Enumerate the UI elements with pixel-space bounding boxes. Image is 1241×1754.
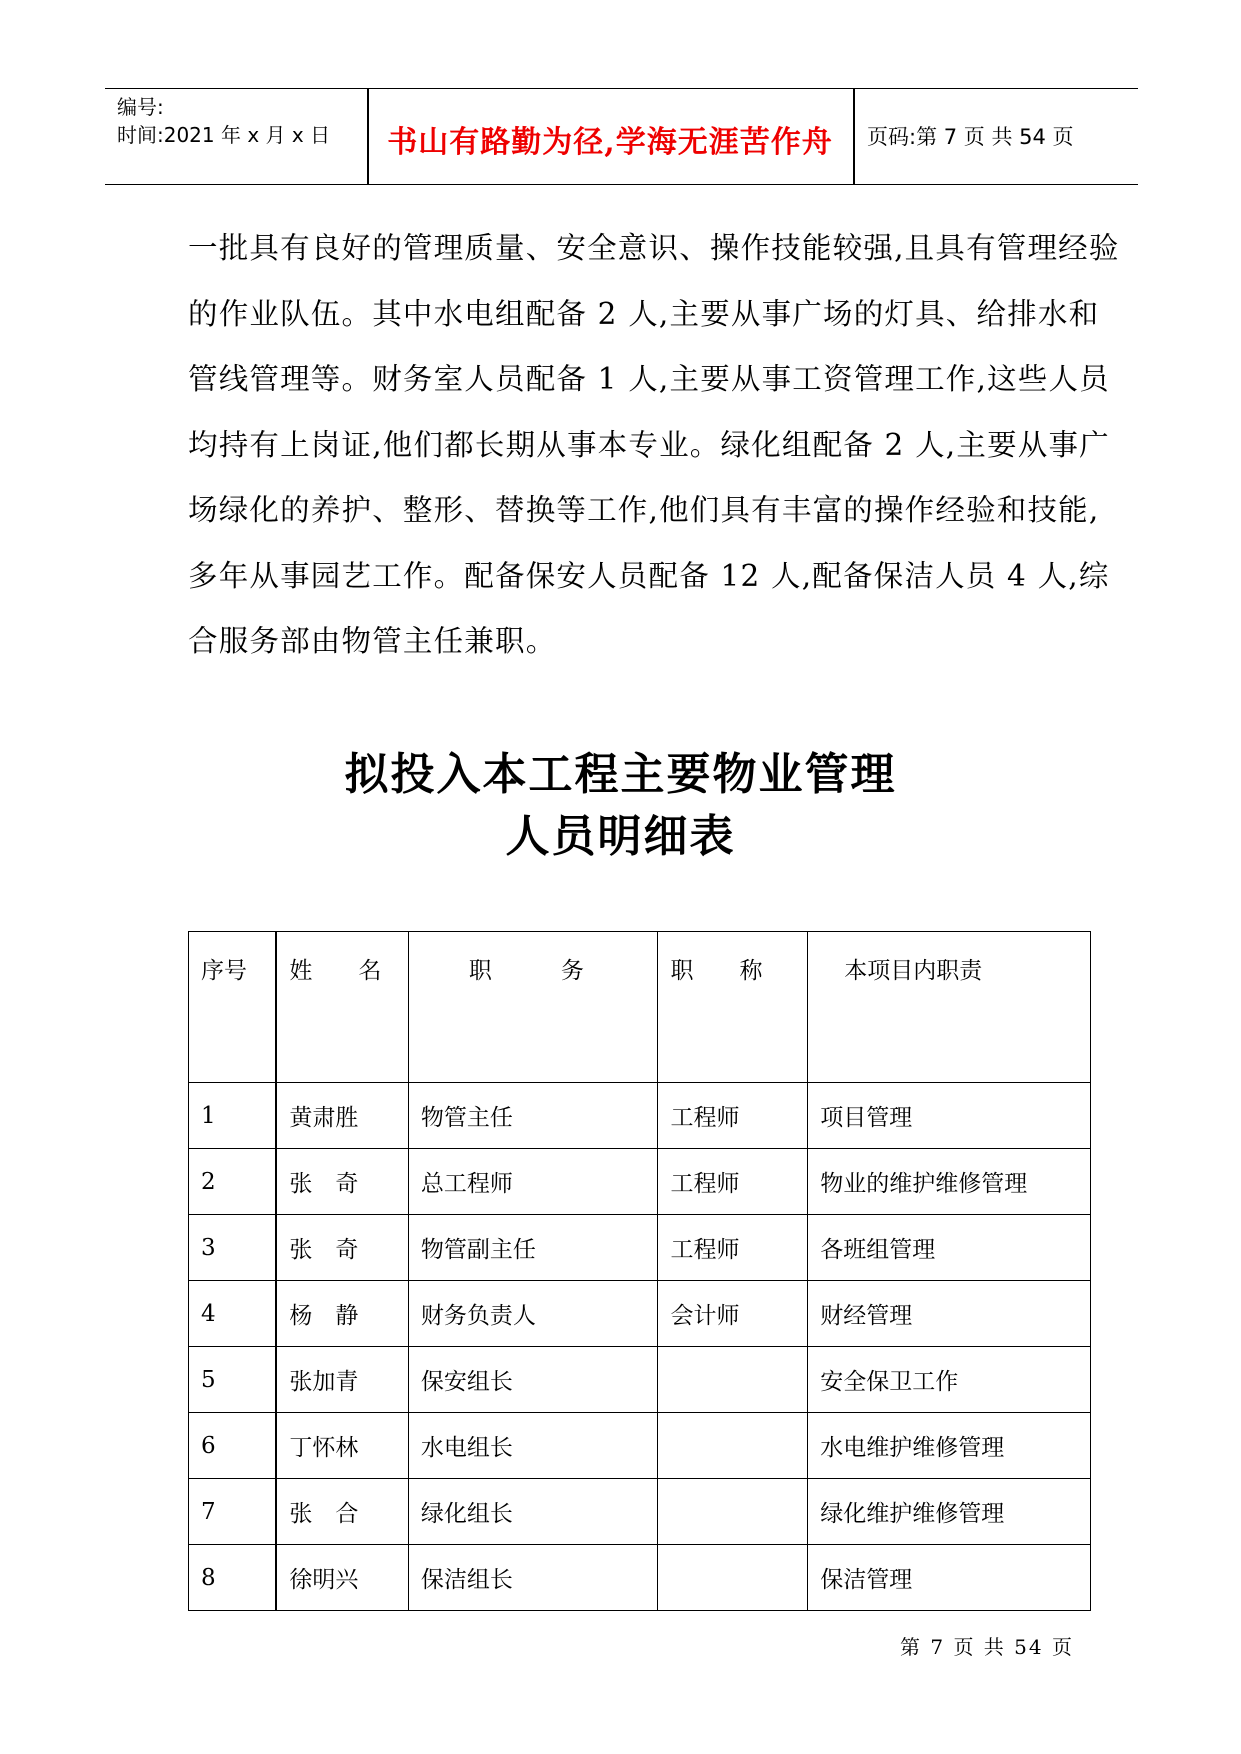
body-paragraph: 一批具有良好的管理质量、安全意识、操作技能较强,且具有管理经验的作业队伍。其中水电组配备 2 人,主要从事广场的灯具、给排水和管线管理等。财务室人员配备 1 人,主要从事工资管理工作,这些人员均持有上岗证,他们都长期从事本专业。绿化组配备 2 人,主要从事广场绿化的养护、整形、替换等工作,他们具有丰富的操作经验和技能,多年从事园艺工作。配备保安人员配备 12 人,配备保洁人员 4 人,综合服务部由物管主任兼职。 xyxy=(188,231,1120,658)
cell-name: 张 奇 xyxy=(276,1215,408,1281)
cell-name: 张加青 xyxy=(276,1347,408,1413)
cell-duty: 财经管理 xyxy=(808,1281,1091,1347)
cell-index: 7 xyxy=(189,1479,277,1545)
cell-name: 黄肃胜 xyxy=(276,1083,408,1149)
cell-title: 工程师 xyxy=(658,1215,808,1281)
table-row xyxy=(189,1149,1091,1215)
cell-index: 5 xyxy=(189,1347,277,1413)
table-title-line-2: 人员明细表 xyxy=(505,811,736,862)
cell-index: 2 xyxy=(189,1149,277,1215)
time-label: 时间:2021 年 x 月 x 日 xyxy=(117,123,331,147)
cell-duty: 物业的维护维修管理 xyxy=(808,1149,1091,1215)
table-row xyxy=(189,1083,1091,1149)
cell-position: 总工程师 xyxy=(408,1149,658,1215)
page-header xyxy=(105,88,1138,185)
table-row xyxy=(189,1215,1091,1281)
cell-duty: 绿化维护维修管理 xyxy=(808,1479,1091,1545)
number-label: 编号: xyxy=(117,95,164,119)
cell-name: 杨 静 xyxy=(276,1281,408,1347)
cell-position: 物管副主任 xyxy=(408,1215,658,1281)
table-row xyxy=(189,1479,1091,1545)
header-cell-title: 职 称 xyxy=(658,932,808,1083)
cell-index: 1 xyxy=(189,1083,277,1149)
table-row xyxy=(189,1347,1091,1413)
cell-title: 工程师 xyxy=(658,1083,808,1149)
cell-position: 财务负责人 xyxy=(408,1281,658,1347)
cell-name: 丁怀林 xyxy=(276,1413,408,1479)
header-page-label: 页码:第 7 页 共 54 页 xyxy=(867,125,1074,149)
cell-title xyxy=(658,1413,808,1479)
cell-position: 物管主任 xyxy=(408,1083,658,1149)
cell-title xyxy=(658,1347,808,1413)
table-row xyxy=(189,1545,1091,1611)
cell-position: 绿化组长 xyxy=(408,1479,658,1545)
table-title-line-1: 拟投入本工程主要物业管理 xyxy=(344,749,897,800)
header-cell-index: 序号 xyxy=(189,932,277,1083)
cell-name: 张 奇 xyxy=(276,1149,408,1215)
cell-position: 保洁组长 xyxy=(408,1545,658,1611)
cell-index: 4 xyxy=(189,1281,277,1347)
cell-duty: 各班组管理 xyxy=(808,1215,1091,1281)
header-cell-name: 姓 名 xyxy=(276,932,408,1083)
cell-title xyxy=(658,1545,808,1611)
cell-title: 会计师 xyxy=(658,1281,808,1347)
table-row xyxy=(189,1413,1091,1479)
cell-duty: 保洁管理 xyxy=(808,1545,1091,1611)
cell-name: 徐明兴 xyxy=(276,1545,408,1611)
page-footer: 第 7 页 共 54 页 xyxy=(900,1635,1074,1659)
cell-duty: 水电维护维修管理 xyxy=(808,1413,1091,1479)
cell-index: 8 xyxy=(189,1545,277,1611)
cell-index: 6 xyxy=(189,1413,277,1479)
header-divider xyxy=(853,89,855,184)
cell-duty: 安全保卫工作 xyxy=(808,1347,1091,1413)
cell-position: 水电组长 xyxy=(408,1413,658,1479)
header-motto: 书山有路勤为径,学海无涯苦作舟 xyxy=(387,125,833,160)
table-header-row xyxy=(189,932,1091,1083)
header-cell-duty: 本项目内职责 xyxy=(808,932,1091,1083)
cell-index: 3 xyxy=(189,1215,277,1281)
cell-position: 保安组长 xyxy=(408,1347,658,1413)
cell-name: 张 合 xyxy=(276,1479,408,1545)
cell-duty: 项目管理 xyxy=(808,1083,1091,1149)
cell-title: 工程师 xyxy=(658,1149,808,1215)
cell-title xyxy=(658,1479,808,1545)
table-row xyxy=(189,1281,1091,1347)
staff-table xyxy=(188,931,1091,1611)
header-cell-position: 职 务 xyxy=(408,932,658,1083)
header-meta xyxy=(117,93,330,149)
